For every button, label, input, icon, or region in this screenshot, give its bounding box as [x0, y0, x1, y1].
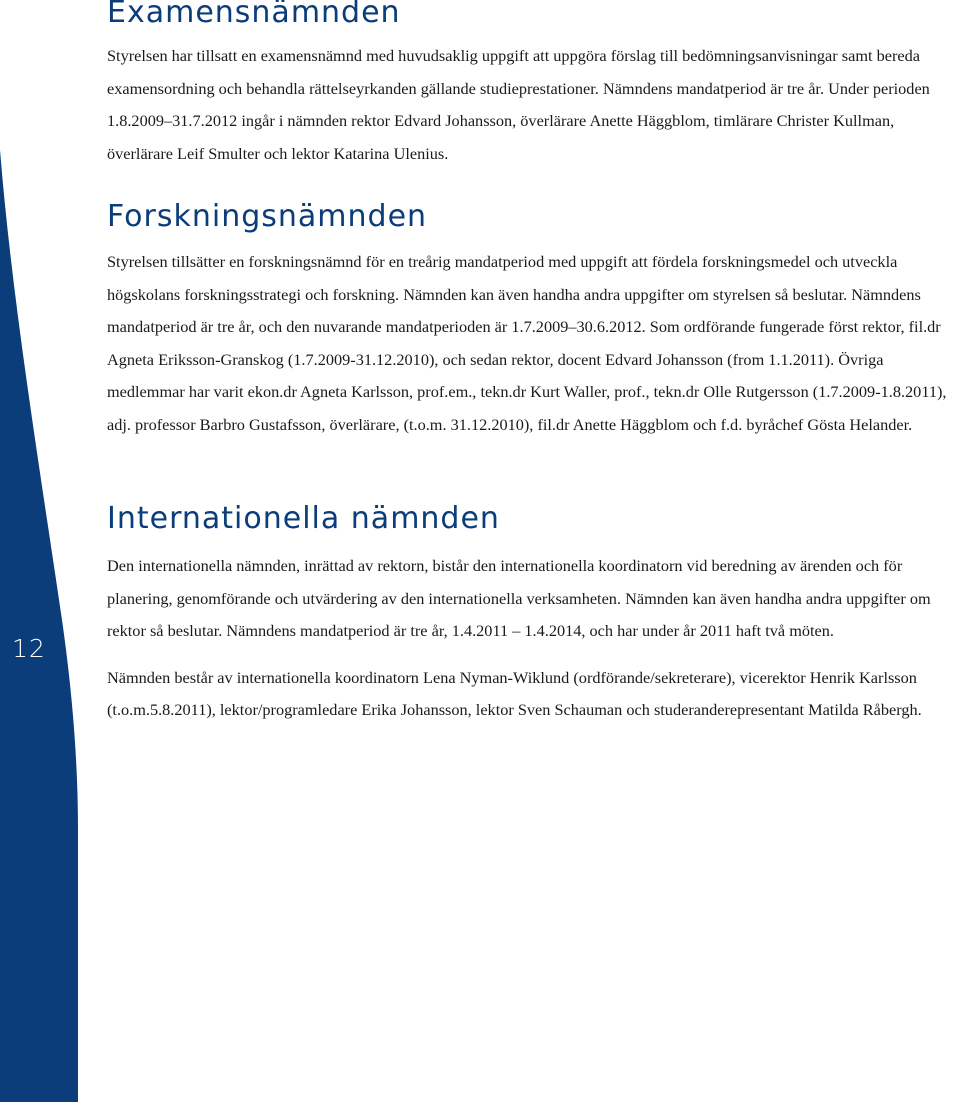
section-paragraph: Styrelsen har tillsatt en examensnämnd med huvudsaklig uppgift att uppgöra förslag till bedömningsanvisningar samt bereda examensordning och behandla rättelseyrkanden gällande studieprestationer. Nämndens mandatperiod är tre år. Under perioden 1.8.2009–31.7.2012 ingår i nämnden rektor Edvard Johansson, överlärare Anette Häggblom, timlärare Christer Kullman, överlärare Leif Smulter och lektor Katarina Ulenius.	[107, 46, 930, 163]
side-band-shape	[0, 150, 78, 1102]
section-paragraph: Den internationella nämnden, inrättad av rektorn, bistår den internationella koordinatorn vid beredning av ärenden och för planering, genomförande och utvärdering av den internationella verksamheten. Nämnden kan även handha andra uppgifter om rektor så beslutar. Nämndens mandatperiod är tre år, 1.4.2011 – 1.4.2014, och har under år 2011 haft två möten.	[107, 556, 931, 641]
section-forskningsnamnden	[107, 200, 957, 442]
section-heading: Forskningsnämnden	[107, 199, 428, 234]
section-heading: Internationella nämnden	[107, 501, 500, 536]
section-paragraph: Nämnden består av internationella koordinatorn Lena Nyman-Wiklund (ordförande/sekreterare), vicerektor Henrik Karlsson (t.o.m.5.8.2011), lektor/programledare Erika Johansson, lektor Sven Schauman och studeranderepresentant Matilda Råbergh.	[107, 667, 922, 720]
section-examensnamnden	[107, 0, 957, 170]
section-heading: Examensnämnden	[107, 0, 401, 30]
section-paragraph: Styrelsen tillsätter en forskningsnämnd för en treårig mandatperiod med uppgift att fördela forskningsmedel och utveckla högskolans forskningsstrategi och forskning. Nämnden kan även handha andra uppgifter om styrelsen så beslutar. Nämndens mandatperiod är tre år, och den nuvarande mandatperioden är 1.7.2009–30.6.2012. Som ordförande fungerade först rektor, fil.dr Agneta Eriksson-Granskog (1.7.2009-31.12.2010), och sedan rektor, docent Edvard Johansson (from 1.1.2011). Övriga medlemmar har varit ekon.dr Agneta Karlsson, prof.em., tekn.dr Kurt Waller, prof., tekn.dr Olle Rutgersson (1.7.2009-1.8.2011), adj. professor Barbro Gustafsson, överlärare, (t.o.m. 31.12.2010), fil.dr Anette Häggblom och f.d. byråchef Gösta Helander.	[107, 252, 947, 434]
section-internationella-namnden	[107, 502, 957, 727]
side-band-decoration	[0, 0, 80, 1102]
page-number: 12	[12, 634, 46, 663]
